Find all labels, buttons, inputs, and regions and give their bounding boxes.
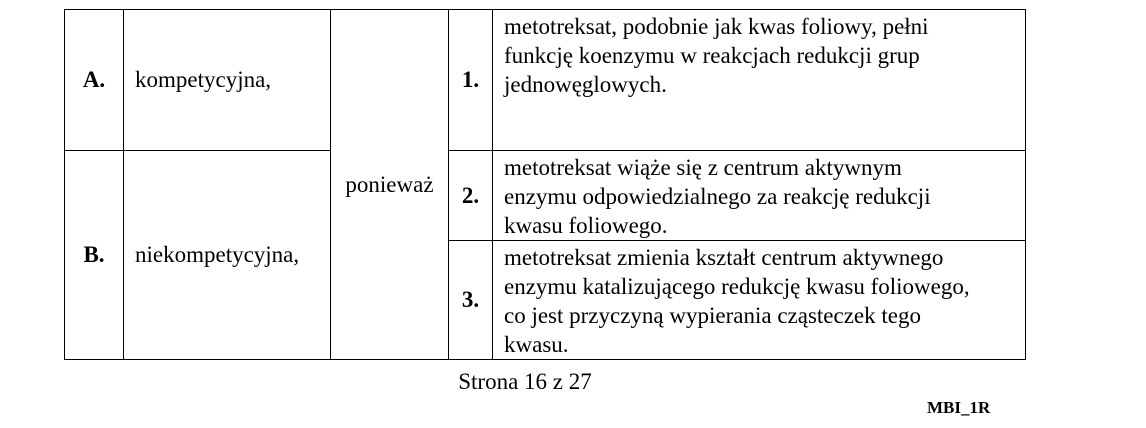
option-b-text: niekompetycyjna, — [124, 151, 331, 360]
reason-2-line-2: enzymu odpowiedzialnego za reakcję redukcji — [504, 184, 931, 209]
reason-3-line-1: metotreksat zmienia kształt centrum aktywnego — [504, 245, 944, 270]
option-a-text: kompetycyjna, — [124, 10, 331, 151]
reason-3-line-4: kwasu. — [504, 332, 569, 357]
option-b-letter: B. — [65, 151, 124, 360]
reason-1-number: 1. — [449, 10, 493, 151]
reason-3-line-2: enzymu katalizującego redukcję kwasu foliowego, — [504, 274, 970, 299]
reason-2-line-3: kwasu foliowego. — [504, 213, 668, 238]
reason-2-line-1: metotreksat wiąże się z centrum aktywnym — [504, 155, 902, 180]
reason-3-line-3: co jest przyczyną wypierania cząsteczek tego — [504, 303, 921, 328]
connector-word: ponieważ — [331, 10, 449, 360]
page-number: Strona 16 z 27 — [458, 369, 592, 394]
reason-1-line-1: metotreksat, podobnie jak kwas foliowy, pełni — [504, 14, 929, 39]
answer-choice-table — [64, 9, 1026, 360]
reason-2-text — [493, 151, 1026, 241]
reason-2-number: 2. — [449, 151, 493, 241]
document-code: MBI_1R — [927, 398, 991, 417]
reason-1-line-2: funkcję koenzymu w reakcjach redukcji grup — [504, 43, 920, 68]
reason-1-line-3: jednowęglowych. — [504, 72, 667, 97]
reason-3-number: 3. — [449, 241, 493, 360]
reason-1-text — [493, 10, 1026, 151]
option-a-letter: A. — [65, 10, 124, 151]
reason-3-text — [493, 241, 1026, 360]
